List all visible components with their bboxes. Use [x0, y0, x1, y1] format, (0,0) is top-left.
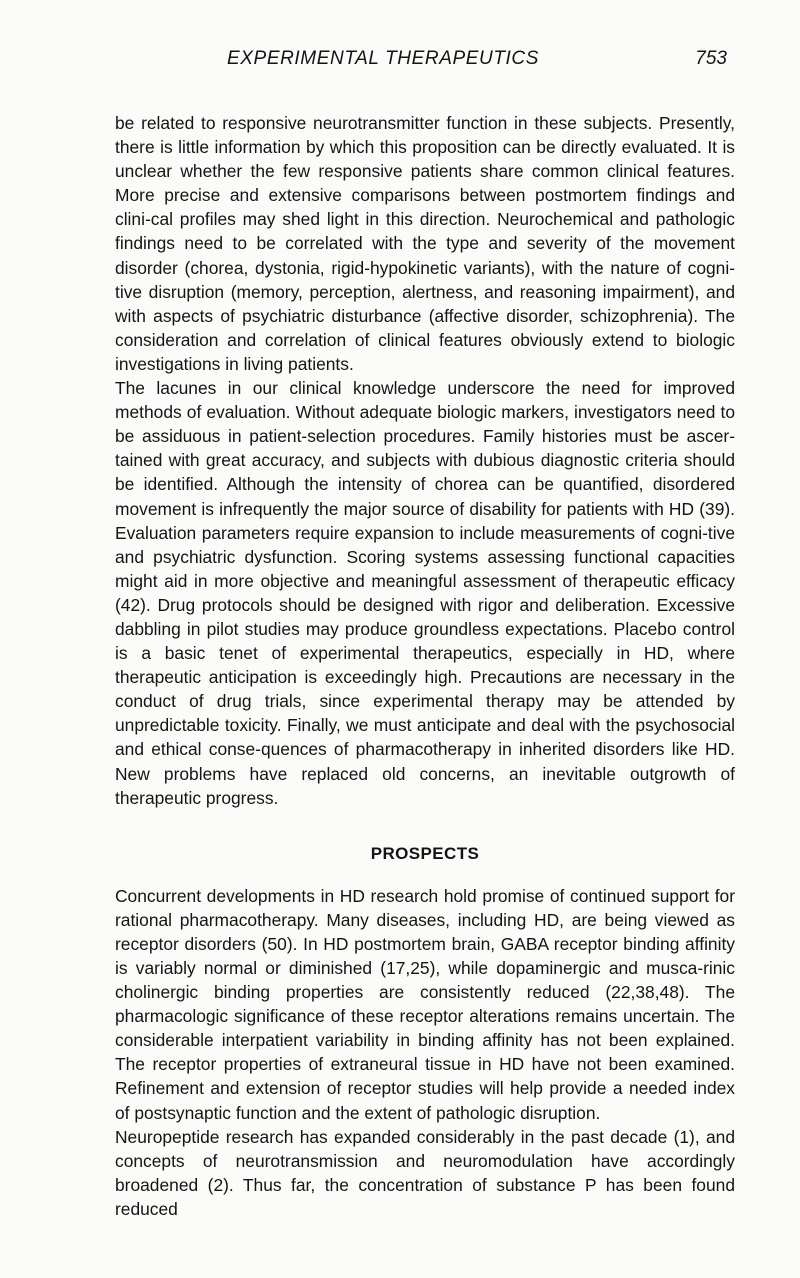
running-title: EXPERIMENTAL THERAPEUTICS: [227, 48, 540, 69]
paragraph-neuropeptide-research: Neuropeptide research has expanded considerably in the past decade (1), and concepts of neurotransmission and neuromodulation have accordingly broadened (2). Thus far, the concentration of substance P has been found reduced: [115, 1126, 735, 1219]
paragraph-receptor-research: Concurrent developments in HD research hold promise of continued support for rational pharmacotherapy. Many diseases, including HD, are being viewed as receptor disorders (50). In HD postmortem brain, GABA receptor binding affinity is variably normal or diminished (17,25), while dopaminergic and musca-rinic cholinergic binding properties are consistently reduced (22,38,48). The pharmacologic significance of these receptor alterations remains uncertain. The considerable interpatient variability in binding affinity has not been explained. The receptor properties of extraneural tissue in HD have not been examined. Refinement and extension of receptor studies will help provide a needed index of postsynaptic function and the extent of pathologic disruption.: [115, 885, 735, 1123]
paragraph-lacunes: The lacunes in our clinical knowledge underscore the need for improved methods of evaluation. Without adequate biologic markers, investigators need to be assiduous in patient-selection procedures. Family histories must be ascer-tained with great accuracy, and subjects with dubious diagnostic criteria should be identified. Although the intensity of chorea can be quantified, disordered movement is infrequently the major source of disability for patients with HD (39). Evaluation parameters require expansion to include measurements of cogni-tive and psychiatric dysfunction. Scoring systems assessing functional capacities might aid in more objective and meaningful assessment of therapeutic efficacy (42). Drug protocols should be designed with rigor and deliberation. Excessive dabbling in pilot studies may produce groundless expectations. Placebo control is a basic tenet of experimental therapeutics, especially in HD, where therapeutic anticipation is exceedingly high. Precautions are necessary in the conduct of drug trials, since experimental therapy may be attended by unpredictable toxicity. Finally, we must anticipate and deal with the psychosocial and ethical conse-quences of pharmacotherapy in inherited disorders like HD. New problems have replaced old concerns, an inevitable outgrowth of therapeutic progress.: [115, 378, 735, 808]
paragraph-continued: be related to responsive neurotransmitter function in these subjects. Presently, there is little information by which this proposition can be directly evaluated. It is unclear whether the few responsive patients share common clinical features. More precise and extensive comparisons between postmortem findings and clini-cal profiles may shed light in this direction. Neurochemical and pathologic findings need to be correlated with the type and severity of the movement disorder (chorea, dystonia, rigid-hypokinetic variants), with the nature of cogni-tive disruption (memory, perception, alertness, and reasoning impairment), and with aspects of psychiatric disturbance (affective disorder, schizophrenia). The consideration and correlation of clinical features obviously extend to biologic investigations in living patients.: [115, 113, 735, 374]
page-number: 753: [695, 48, 727, 69]
section-heading-prospects: PROSPECTS: [370, 843, 480, 863]
body-text: [115, 111, 735, 1221]
running-header: [115, 48, 735, 76]
